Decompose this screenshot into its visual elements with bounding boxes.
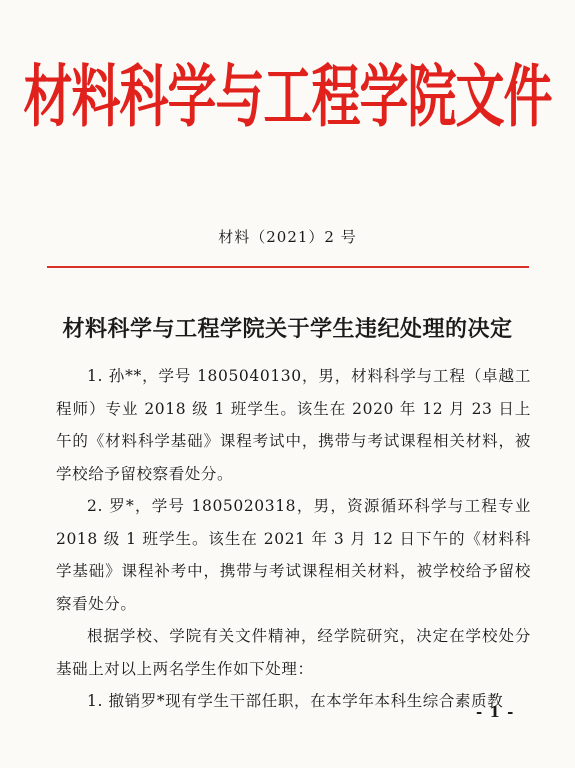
document-number: 材料（2021）2 号: [218, 228, 357, 246]
paragraph-decision-basis: 根据学校、学院有关文件精神，经学院研究，决定在学校处分基础上对以上两名学生作如下处理：: [56, 627, 531, 678]
decision-title: 材料科学与工程学院关于学生违纪处理的决定: [62, 317, 513, 342]
decision-body: [56, 360, 531, 718]
paragraph-student-1: 1. 孙**，学号 1805040130，男，材料科学与工程（卓越工程师）专业 2018 级 1 班学生。该生在 2020 年 12 月 23 日上午的《材料科学基础》课程考试中，携带与考试课程相关材料，被学校给予留校察看处分。: [56, 367, 531, 483]
document-header-title: 材料科学与工程学院文件: [23, 58, 552, 137]
page-number: - 1 -: [476, 703, 515, 721]
paragraph-measure-1: 1. 撤销罗*现有学生干部任职，在本学年本科生综合素质教: [87, 692, 504, 710]
header-divider: [47, 266, 529, 268]
paragraph-student-2: 2. 罗*，学号 1805020318，男，资源循环科学与工程专业 2018 级 1 班学生。该生在 2021 年 3 月 12 日下午的《材料科学基础》课程补考中，携带与考试课程相关材料，被学校给予留校察看处分。: [56, 497, 531, 613]
